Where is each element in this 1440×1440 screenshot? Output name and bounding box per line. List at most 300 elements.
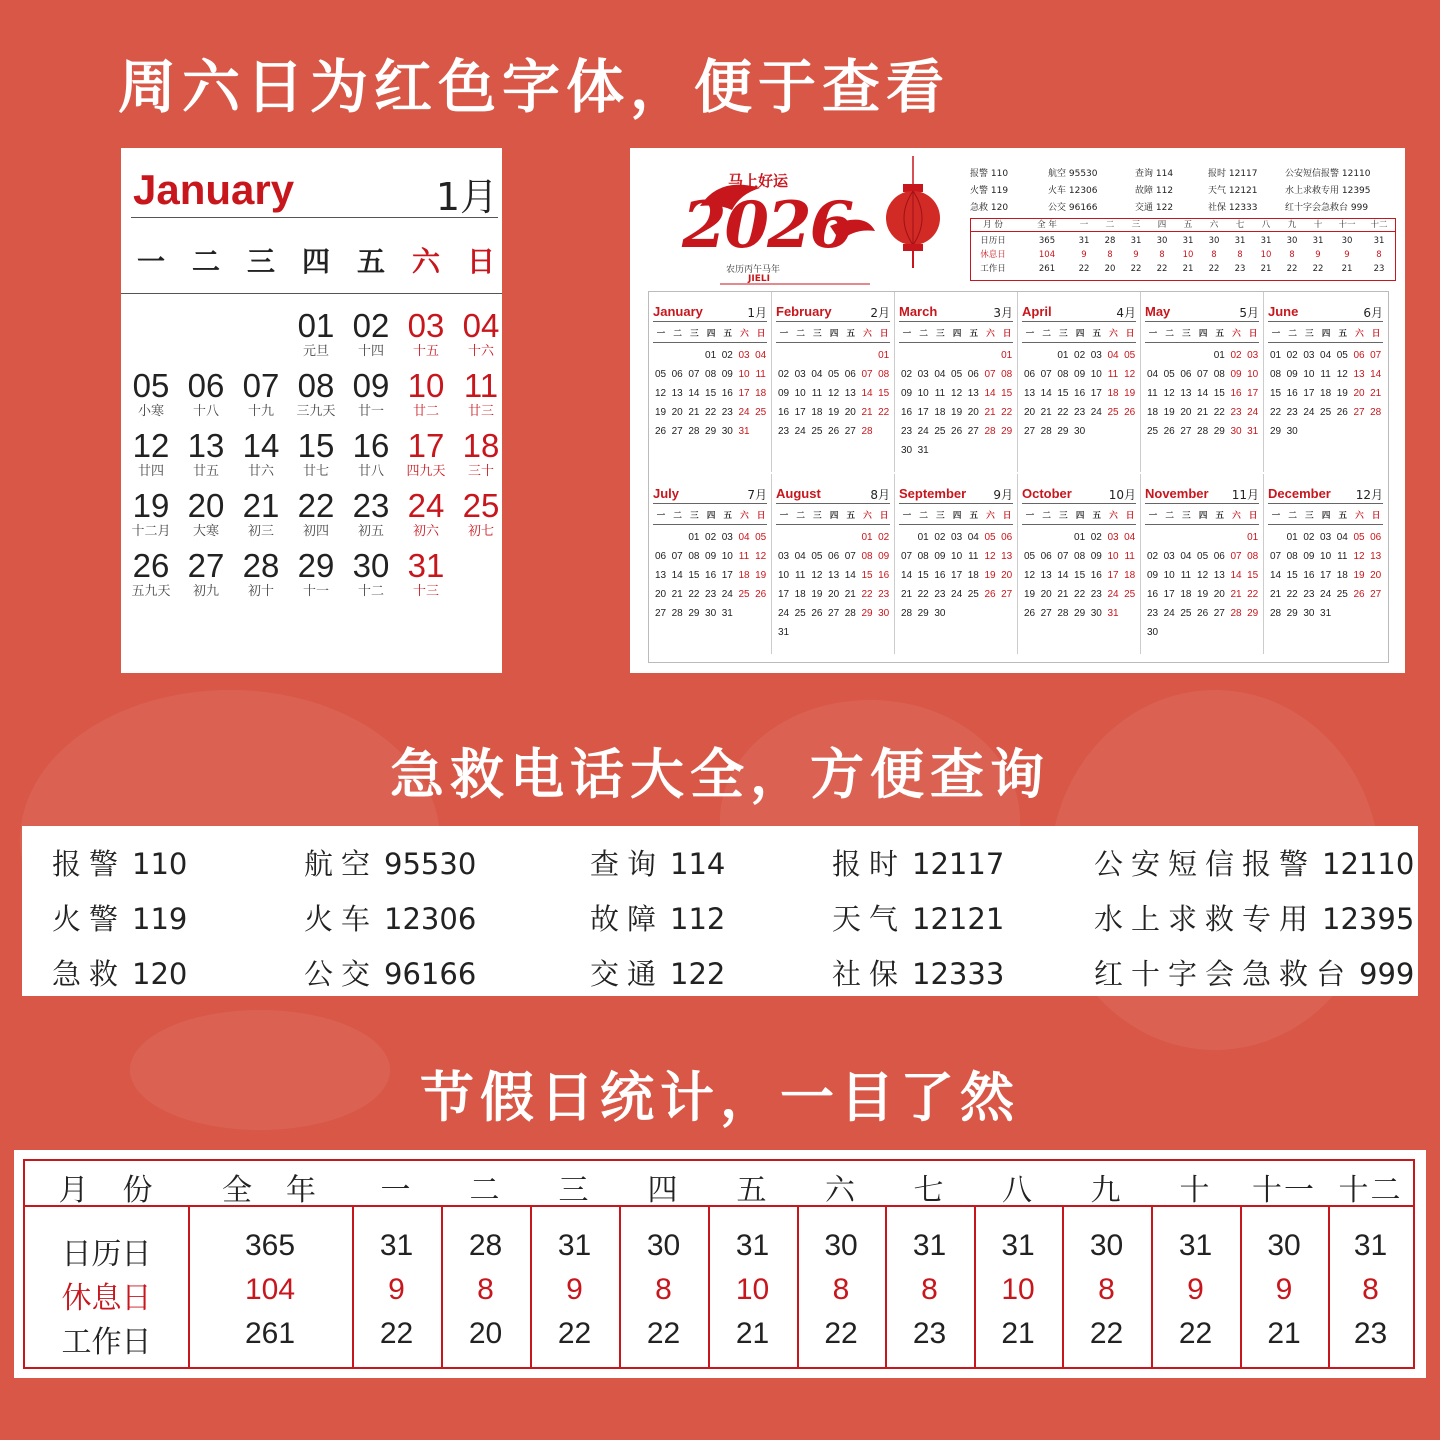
day-number: 23 [352,487,390,524]
poster-day: 17 [917,407,929,418]
day-cell [343,368,399,420]
stats-cell: 工作日 [980,264,1006,274]
poster-day: 19 [1023,589,1036,600]
month-weekdays [1022,325,1136,343]
poster-day: 05 [1353,532,1365,543]
poster-day: 17 [951,570,963,581]
holiday-value: 31 [557,1229,592,1262]
weekday-label: 三 [813,329,822,339]
day-cell [343,488,399,540]
poster-day: 18 [934,407,946,418]
poster-day: 06 [1180,369,1192,380]
holiday-value: 8 [655,1273,672,1306]
poster-day: 24 [1303,407,1315,418]
poster-day: 08 [1286,551,1298,562]
holiday-header-cell: 二 [469,1174,502,1207]
poster-day: 12 [1197,570,1209,581]
poster-day: 25 [794,608,806,619]
month-header [899,484,1013,504]
weekday-label: 五 [969,511,979,521]
holiday-value: 22 [824,1317,858,1350]
weekday-label: 三 [1182,511,1191,521]
poster-day: 11 [811,388,823,399]
poster-day: 28 [688,426,700,437]
poster-day: 19 [951,407,963,418]
poster-day: 23 [1090,589,1102,600]
emergency-entry [304,842,476,883]
stats-cell: 30 [1286,236,1298,246]
weekday-label: 日 [1002,511,1012,521]
lunar-date: 元旦 [302,344,329,359]
month-block [772,474,895,654]
poster-day: 11 [738,551,750,562]
poster-day: 14 [1057,570,1069,581]
poster-day: 10 [951,551,963,562]
poster-day: 24 [738,407,750,418]
poster-day: 06 [828,551,840,562]
poster-day: 27 [844,426,856,437]
poster-day: 03 [1303,350,1315,361]
weekday-label: 三 [813,511,822,521]
poster-day: 23 [705,589,717,600]
day-number: 11 [463,367,499,404]
holiday-value: 30 [1089,1229,1124,1262]
poster-day: 28 [671,608,683,619]
poster-day: 13 [1001,551,1013,562]
poster-day: 25 [934,426,946,437]
year-calendar-poster [630,148,1405,673]
day-number: 05 [132,367,170,404]
weekday-label: 二 [191,245,220,278]
poster-day: 08 [688,551,700,562]
poster-day: 05 [1124,350,1136,361]
day-cell [453,308,509,360]
holiday-value: 31 [1178,1229,1213,1262]
poster-day: 21 [900,589,913,600]
poster-day: 13 [1040,570,1052,581]
poster-day: 16 [1230,388,1242,399]
month-name-en: June [1268,304,1299,319]
day-cell [288,428,344,480]
poster-day: 15 [688,570,700,581]
poster-day: 23 [1230,407,1242,418]
emergency-number: 112 [670,902,726,936]
poster-day: 24 [721,589,733,600]
emergency-entry [304,952,476,993]
lunar-date: 初九 [192,584,219,599]
weekday-label: 日 [1125,511,1135,521]
poster-day: 25 [1336,589,1348,600]
poster-day: 31 [738,426,750,437]
stats-cell: 30 [1156,236,1168,246]
weekday-label: 二 [673,329,682,339]
poster-day: 09 [1303,551,1315,562]
weekday-label: 三 [690,511,699,521]
holiday-value: 22 [1089,1317,1124,1350]
poster-day: 20 [1023,407,1036,418]
holiday-stats-table [23,1159,1415,1369]
emergency-number: 12110 [1322,847,1415,881]
poster-day: 27 [1001,589,1013,600]
day-number: 01 [297,307,335,344]
poster-day: 23 [1286,407,1298,418]
poster-day: 02 [1286,350,1298,361]
weekday-label: 一 [902,329,912,339]
emergency-number: 119 [132,902,188,936]
month-block [1018,474,1141,654]
poster-day: 19 [1197,589,1209,600]
month-header [1022,484,1136,504]
january-header [131,158,498,218]
weekday-label: 四 [1075,329,1085,339]
poster-day: 07 [1370,350,1382,361]
poster-day: 28 [984,426,996,437]
poster-day: 12 [811,570,823,581]
poster-day: 18 [738,570,750,581]
weekday-label: 二 [796,511,805,521]
poster-day: 31 [1247,426,1259,437]
poster-day: 23 [1146,608,1159,619]
weekday-label: 日 [1002,329,1012,339]
weekday-label: 三 [936,511,945,521]
weekday-label: 日 [879,511,889,521]
emergency-number: 114 [670,847,726,881]
poster-day: 27 [1040,608,1052,619]
poster-slogan: 马上好运 [728,172,789,190]
poster-day: 10 [1320,551,1332,562]
day-cell [123,428,179,480]
stats-header-cell: 月 份 [983,220,1003,230]
stats-header-cell: 九 [1287,220,1297,230]
stats-cell: 30 [1341,236,1353,246]
stats-cell: 21 [1182,264,1194,274]
stats-cell: 9 [1315,250,1321,260]
holiday-header-cell: 三 [558,1174,591,1207]
poster-day: 04 [1180,551,1192,562]
stats-cell: 31 [1312,236,1324,246]
month-weekdays [776,325,890,343]
poster-day: 10 [1107,551,1119,562]
emergency-number: 12117 [912,847,1005,881]
month-header [1268,302,1383,322]
poster-day: 28 [844,608,856,619]
poster-day: 14 [688,388,700,399]
holiday-row-label: 休息日 [61,1282,152,1315]
poster-day: 20 [1353,388,1365,399]
poster-day: 24 [917,426,929,437]
holiday-value: 31 [379,1229,414,1262]
weekday-label: 五 [356,245,385,278]
poster-day: 10 [1303,369,1315,380]
lunar-date: 初七 [467,524,494,539]
holiday-value: 20 [468,1317,503,1350]
poster-day: 14 [1370,369,1382,380]
weekday-label: 二 [1042,511,1051,521]
poster-day: 29 [917,608,929,619]
poster-day: 01 [878,350,890,361]
poster-day: 24 [777,608,790,619]
poster-day: 28 [1057,608,1069,619]
poster-brand: JIELI [748,274,770,284]
weekday-label: 四 [1321,511,1331,521]
poster-day: 08 [1074,551,1086,562]
weekday-label: 日 [756,329,766,339]
poster-phone-entry: 天气 12121 [1208,186,1258,196]
poster-day: 15 [917,570,929,581]
day-cell [398,428,454,480]
poster-day: 02 [705,532,717,543]
weekday-label: 六 [1355,511,1364,521]
poster-day: 26 [1353,589,1365,600]
weekday-label: 四 [301,245,330,278]
poster-day: 30 [721,426,733,437]
poster-day: 13 [967,388,979,399]
poster-day: 07 [900,551,913,562]
poster-day: 29 [1074,608,1086,619]
holiday-row-label: 工作日 [61,1326,152,1359]
lunar-date: 廿七 [302,464,329,479]
day-cell [343,548,399,600]
day-number: 28 [242,547,280,584]
month-header [1268,484,1383,504]
weekday-label: 二 [1042,329,1051,339]
poster-day: 22 [1269,407,1282,418]
emergency-label: 社保 [832,957,907,991]
stats-cell: 22 [1156,264,1168,274]
poster-day: 13 [828,570,840,581]
weekday-label: 三 [1305,329,1314,339]
day-number: 30 [352,547,390,584]
holiday-header-cell: 九 [1090,1174,1123,1207]
month-name-en: August [776,486,821,501]
poster-day: 13 [654,570,667,581]
month-name-cn: 5月 [1239,306,1259,320]
holiday-value: 28 [468,1229,503,1262]
poster-day: 26 [1023,608,1036,619]
stats-header-cell: 五 [1183,220,1193,230]
day-cell [233,428,289,480]
day-cell [123,548,179,600]
poster-day: 06 [1023,369,1036,380]
day-cell [398,488,454,540]
poster-day: 09 [934,551,946,562]
month-name-en: October [1022,486,1072,501]
day-number: 22 [297,487,335,524]
poster-day: 02 [1303,532,1315,543]
emergency-label: 红十字会急救台 [1094,957,1354,991]
poster-day: 05 [1336,350,1348,361]
month-block [1141,474,1264,654]
poster-day: 16 [1146,589,1159,600]
poster-day: 11 [934,388,946,399]
day-cell [178,488,234,540]
poster-day: 05 [1197,551,1209,562]
poster-day: 30 [1090,608,1102,619]
weekday-label: 四 [1321,329,1331,339]
poster-day: 10 [794,388,806,399]
poster-day: 07 [688,369,700,380]
poster-day: 28 [1269,608,1282,619]
day-cell [288,368,344,420]
poster-day: 21 [1057,589,1069,600]
poster-day: 16 [1286,388,1298,399]
stats-cell: 10 [1260,250,1272,260]
stats-cell: 9 [1133,250,1139,260]
stats-header-cell: 三 [1131,220,1141,230]
poster-phone-entry: 公交 96166 [1048,203,1098,213]
weekday-label: 一 [1148,329,1158,339]
stats-header-cell: 二 [1105,220,1115,230]
poster-day: 30 [1230,426,1242,437]
holiday-header-cell: 一 [380,1174,413,1207]
poster-day: 14 [1040,388,1052,399]
weekday-label: 一 [779,511,789,521]
poster-day: 25 [1180,608,1192,619]
stats-cell: 22 [1286,264,1298,274]
poster-day: 05 [1023,551,1036,562]
poster-day: 25 [1146,426,1159,437]
weekday-label: 三 [246,245,275,278]
weekday-label: 二 [1288,329,1297,339]
month-name-en: January [653,304,703,319]
poster-day: 23 [721,407,733,418]
poster-day: 21 [844,589,856,600]
stats-cell: 23 [1234,264,1246,274]
weekday-label: 四 [952,511,962,521]
month-block [772,292,895,472]
weekday-label: 六 [863,511,872,521]
emergency-number: 12121 [912,902,1005,936]
poster-day: 17 [1107,570,1119,581]
poster-day: 22 [1213,407,1225,418]
month-name-en: November [1145,486,1209,501]
stats-cell: 261 [1038,264,1056,274]
poster-day: 26 [654,426,667,437]
day-number: 25 [462,487,500,524]
poster-day: 01 [861,532,873,543]
weekday-label: 三 [1059,511,1068,521]
poster-day: 29 [1001,426,1013,437]
poster-day: 21 [1370,388,1382,399]
day-cell [453,428,509,480]
poster-day: 21 [688,407,700,418]
poster-day: 14 [844,570,856,581]
poster-phone-entry: 报时 12117 [1208,169,1258,179]
day-number: 15 [297,427,335,464]
january-calendar-card [121,148,502,673]
emergency-label: 公安短信报警 [1094,847,1317,881]
weekday-label: 日 [1248,329,1258,339]
holiday-row-label: 日历日 [61,1238,152,1271]
poster-day: 04 [755,350,767,361]
stats-cell: 21 [1260,264,1272,274]
stats-cell: 21 [1341,264,1353,274]
poster-day: 17 [794,407,806,418]
poster-day: 07 [861,369,873,380]
poster-day: 09 [1146,570,1159,581]
poster-day: 07 [1269,551,1282,562]
lunar-date: 廿一 [357,404,384,419]
poster-day: 19 [755,570,767,581]
stats-cell: 104 [1038,250,1056,260]
poster-day: 22 [1286,589,1298,600]
poster-day: 01 [1247,532,1259,543]
poster-day: 13 [671,388,683,399]
poster-day: 18 [794,589,806,600]
poster-day: 04 [794,551,806,562]
stats-cell: 31 [1130,236,1142,246]
poster-day: 19 [811,589,823,600]
poster-day: 22 [917,589,929,600]
poster-day: 08 [861,551,873,562]
poster-day: 08 [878,369,890,380]
poster-day: 19 [1124,388,1136,399]
poster-day: 20 [967,407,979,418]
holiday-header-cell: 五 [736,1174,769,1207]
lunar-date: 十九 [247,404,274,419]
poster-day: 01 [1074,532,1086,543]
weekday-label: 四 [1198,511,1208,521]
lunar-date: 初三 [247,524,274,539]
emergency-entry [52,897,187,938]
poster-day: 05 [755,532,767,543]
stats-header-cell: 四 [1157,220,1167,230]
lunar-date: 初四 [302,524,329,539]
poster-day: 20 [654,589,667,600]
holiday-value: 9 [388,1273,405,1306]
weekday-label: 六 [986,329,995,339]
poster-day: 25 [738,589,750,600]
poster-day: 18 [967,570,979,581]
poster-day: 13 [1353,369,1365,380]
lunar-date: 十五 [412,344,439,359]
weekday-label: 六 [740,511,749,521]
poster-year: 2026 [682,188,853,263]
poster-day: 05 [1163,369,1175,380]
poster-day: 26 [755,589,767,600]
poster-day: 07 [1057,551,1069,562]
poster-day: 27 [1370,589,1382,600]
poster-day: 11 [968,551,979,562]
poster-day: 07 [984,369,996,380]
month-name-en: September [899,486,967,501]
stats-row [971,263,1395,275]
month-block [1141,292,1264,472]
holiday-value: 8 [477,1273,494,1306]
day-number: 06 [187,367,225,404]
day-cell [178,428,234,480]
poster-day: 29 [861,608,873,619]
month-name-cn: 9月 [993,488,1013,502]
poster-day: 09 [1286,369,1298,380]
poster-day: 28 [1040,426,1052,437]
poster-day: 09 [1074,369,1086,380]
month-header [776,302,890,322]
emergency-number: 96166 [384,957,477,991]
lunar-date: 三十 [467,464,494,479]
poster-day: 07 [1230,551,1242,562]
lunar-date: 四九天 [406,464,446,479]
stats-cell: 8 [1211,250,1217,260]
poster-day: 15 [1269,388,1282,399]
poster-day: 08 [705,369,717,380]
month-name-en: January [133,166,295,213]
poster-day: 12 [1124,369,1136,380]
holiday-value: 10 [735,1273,770,1306]
poster-day: 01 [1213,350,1225,361]
stats-cell: 365 [1038,236,1056,246]
heading-emergency: 急救电话大全，方便查询 [390,743,1050,806]
